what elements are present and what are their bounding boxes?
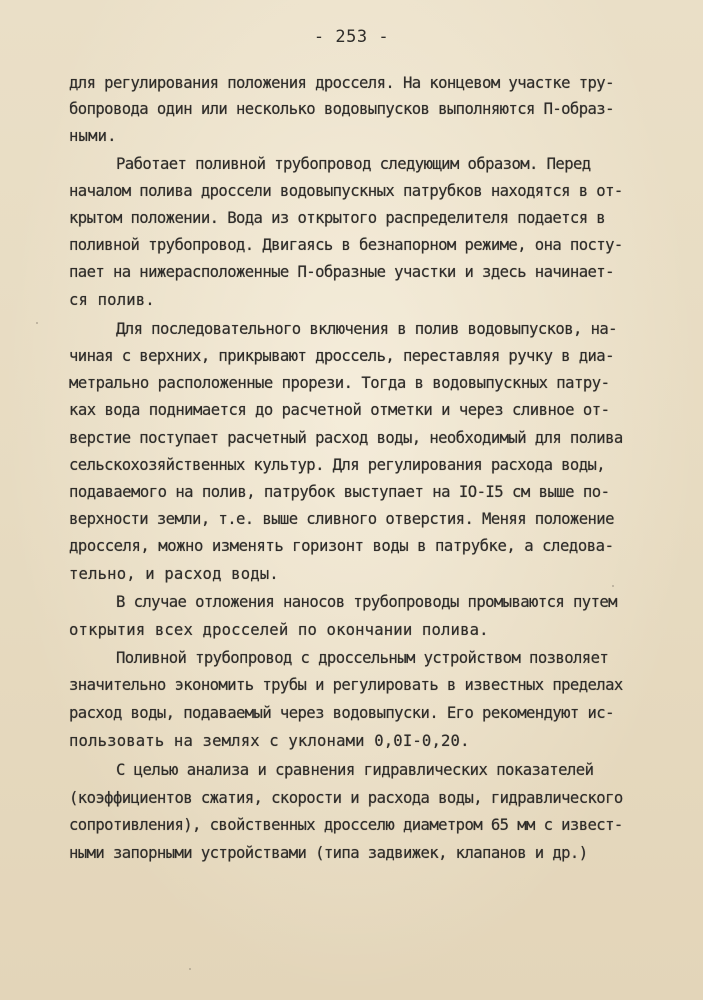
text-line: Поливной трубопровод с дроссельным устройством позволяет — [116, 649, 609, 667]
paper-speck — [189, 968, 191, 970]
text-line: значительно экономить трубы и регулировать в известных пределах — [69, 676, 623, 694]
text-line: подаваемого на полив, патрубок выступает на IO-I5 см выше по- — [69, 483, 610, 501]
page-number: - 253 - — [313, 27, 390, 47]
text-line: для регулирования положения дросселя. На концевом участке тру- — [69, 74, 614, 92]
text-line: Для последовательного включения в полив водовыпусков, на- — [116, 320, 617, 338]
text-line: метрально расположенные прорези. Тогда в водовыпускных патру- — [69, 374, 610, 392]
text-line: ными запорными устройствами (типа задвижек, клапанов и др.) — [69, 844, 588, 862]
text-line: пает на нижерасположенные П-образные участки и здесь начинает- — [69, 263, 614, 281]
text-line: бопровода один или несколько водовыпусков выполняются П-образ- — [69, 100, 614, 118]
text-line: верстие поступает расчетный расход воды, необходимый для полива — [69, 429, 623, 447]
text-line: ках вода поднимается до расчетной отметки и через сливное от- — [69, 401, 610, 419]
text-line: Работает поливной трубопровод следующим образом. Перед — [116, 155, 591, 173]
text-line: расход воды, подаваемый через водовыпуски. Его рекомендуют ис- — [69, 704, 614, 722]
paper-speck — [612, 585, 614, 587]
text-line: пользовать на землях с уклонами 0,0I-0,20. — [69, 732, 470, 750]
text-line: открытия всех дросселей по окончании полива. — [69, 621, 489, 639]
text-line: верхности земли, т.е. выше сливного отверстия. Меняя положение — [69, 510, 614, 528]
text-line: ными. — [69, 127, 117, 145]
text-line: дросселя, можно изменять горизонт воды в патрубке, а следова- — [69, 537, 614, 555]
text-line: крытом положении. Вода из открытого распределителя подается в — [69, 209, 606, 227]
text-line: тельно, и расход воды. — [69, 565, 279, 583]
text-line: сопротивления), свойственных дросселю диаметром 65 мм с извест- — [69, 816, 623, 834]
text-line: сельскохозяйственных культур. Для регулирования расхода воды, — [69, 456, 606, 474]
text-line: В случае отложения наносов трубопроводы промываются путем — [116, 593, 617, 611]
text-line: (коэффициентов сжатия, скорости и расхода воды, гидравлического — [69, 789, 623, 807]
text-line: поливной трубопровод. Двигаясь в безнапорном режиме, она посту- — [69, 236, 623, 254]
text-line: чиная с верхних, прикрывают дроссель, переставляя ручку в диа- — [69, 347, 614, 365]
text-line: ся полив. — [69, 291, 155, 309]
paper-speck — [36, 322, 38, 324]
text-line: началом полива дроссели водовыпускных патрубков находятся в от- — [69, 182, 623, 200]
text-line: С целью анализа и сравнения гидравлических показателей — [116, 761, 594, 779]
